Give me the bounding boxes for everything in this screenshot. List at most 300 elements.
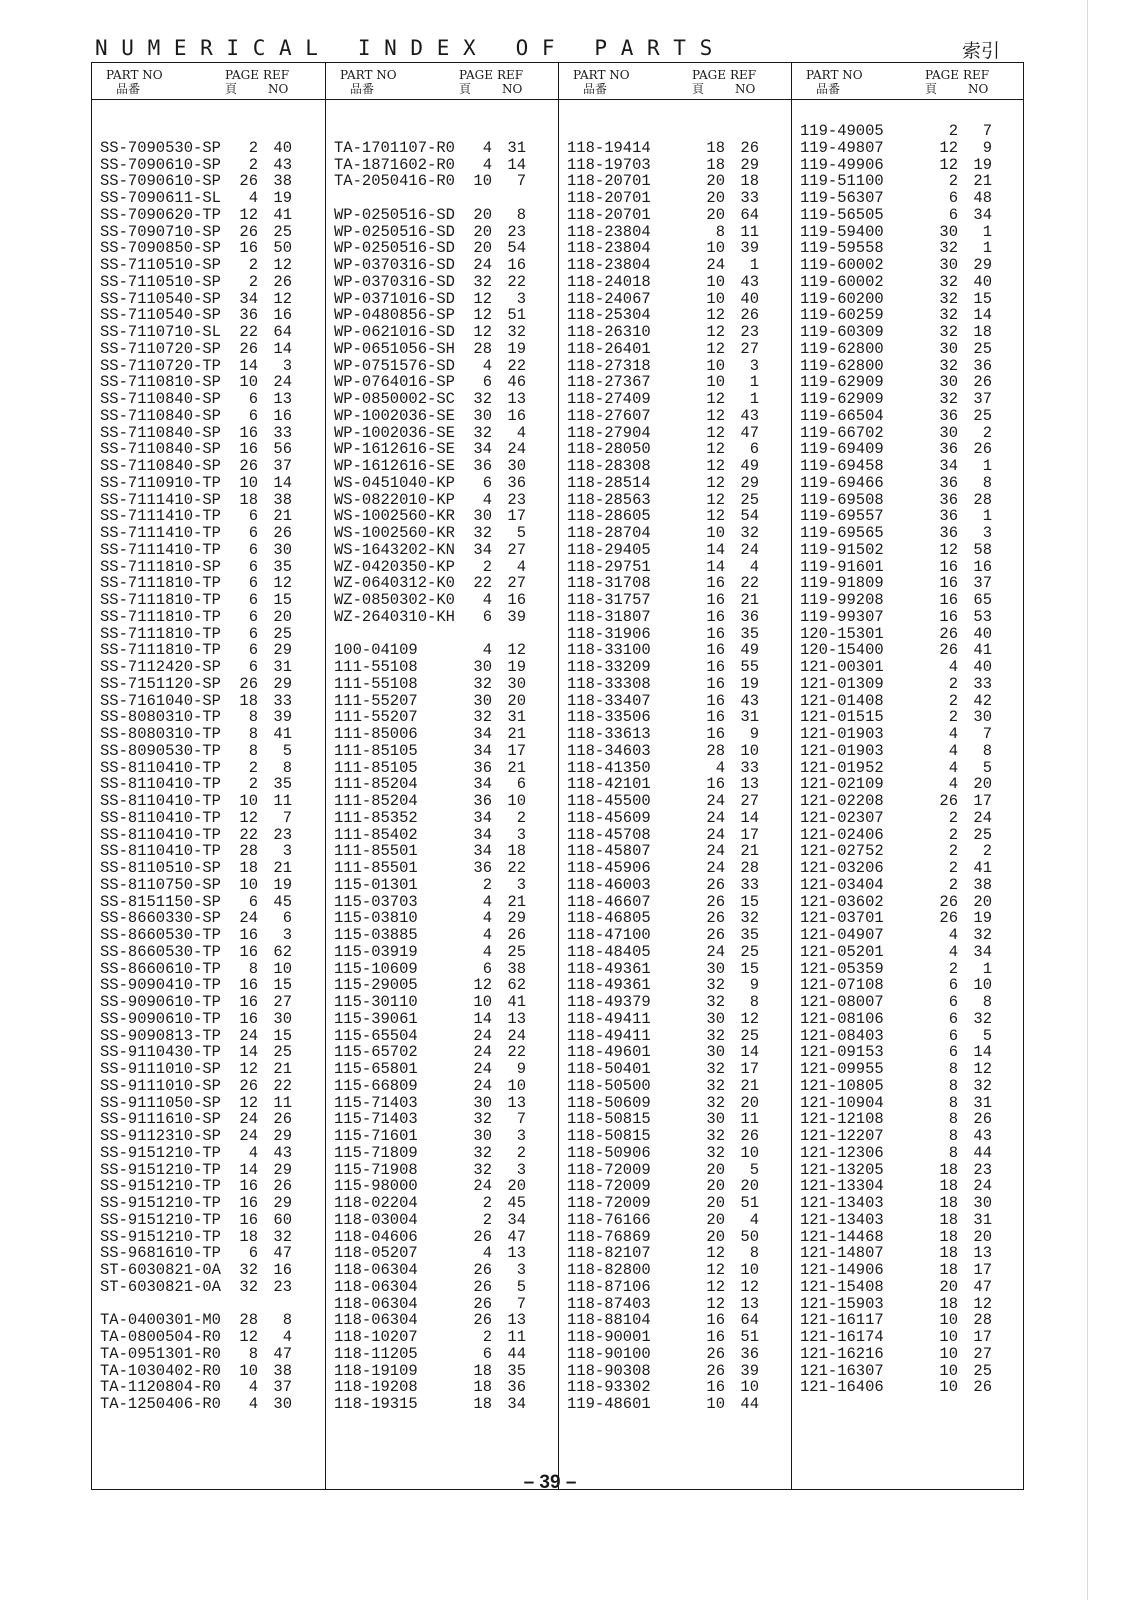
ref-number: 8 [749,1244,759,1263]
part-number: 118-33209 [567,658,651,676]
page-number-cell: 18 [239,490,258,509]
ref-number: 25 [973,1361,992,1380]
page-number-cell: 16 [939,591,958,609]
ref-number: 33 [273,423,292,442]
page-number-cell: 30 [706,1043,725,1062]
part-number: 118-06304 [334,1294,418,1313]
index-row [326,173,558,190]
page-number-cell: 12 [706,457,725,475]
ref-number: 37 [973,390,992,408]
index-row [792,257,1024,274]
index-row [559,1379,791,1396]
ref-number: 33 [740,758,759,777]
header-part-no-jp: 品番 [583,82,608,96]
page-number-cell: 4 [948,775,958,794]
page-number-cell: 18 [239,691,258,710]
ref-number: 1 [982,507,992,526]
part-number: 111-85204 [334,775,418,794]
ref-number: 10 [507,792,526,810]
index-row [92,1363,325,1380]
index-row [792,1363,1024,1380]
page-number-cell: 26 [706,1361,725,1380]
index-row [326,1312,558,1329]
index-row [326,927,558,944]
part-number: 118-33100 [567,641,651,660]
part-number: 118-49411 [567,1026,651,1045]
page-number-cell: 20 [706,1194,725,1212]
ref-number: 58 [973,540,992,559]
page-number-cell: 30 [473,406,492,425]
ref-number: 24 [740,540,759,559]
page-number-cell: 32 [706,1127,725,1145]
page-number-cell: 4 [248,1378,258,1397]
ref-number: 3 [982,524,992,542]
index-row [326,1044,558,1061]
ref-number: 34 [973,205,992,224]
ref-number: 54 [507,239,526,258]
index-row [326,760,558,777]
part-number: SS-9681610-TP [100,1244,221,1263]
index-row [792,609,1024,626]
index-row [92,877,325,894]
part-number: 115-71908 [334,1160,418,1179]
ref-number: 14 [973,1043,992,1062]
ref-number: 9 [749,725,759,743]
column-header [92,63,325,100]
header-page: PAGE [459,68,493,82]
part-number: WP-0370316-SD [334,256,455,274]
index-row [92,508,325,525]
ref-number: 15 [273,591,292,609]
index-row [559,358,791,375]
index-row [559,1329,791,1346]
ref-number: 30 [273,540,292,559]
header-part-no: PART NO [806,68,863,82]
page-number-cell: 10 [239,792,258,810]
index-row [559,1078,791,1095]
part-number: SS-7110840-SP [100,457,221,475]
ref-number: 38 [507,959,526,978]
index-row [792,441,1024,458]
part-number: 119-69466 [800,473,884,492]
page-number-cell: 18 [939,1194,958,1212]
index-row [792,693,1024,710]
ref-number: 10 [273,959,292,978]
index-row [326,827,558,844]
page-number-cell: 36 [473,859,492,877]
ref-number: 30 [973,708,992,727]
part-number: WS-1002560-KR [334,524,455,542]
part-number: 118-41350 [567,758,651,777]
page-number-cell: 20 [706,189,725,207]
page-number-cell: 26 [939,641,958,660]
ref-number: 24 [273,373,292,392]
index-row [559,676,791,693]
part-number: 118-49379 [567,993,651,1011]
index-row [559,810,791,827]
index-row [92,726,325,743]
part-number: SS-8110410-TP [100,825,221,844]
page-number-cell: 26 [939,909,958,928]
index-row [559,1312,791,1329]
page-number-cell: 10 [939,1311,958,1330]
index-row [326,1329,558,1346]
page-number-cell: 16 [706,1378,725,1397]
page-number-cell: 20 [939,1277,958,1296]
ref-number: 11 [273,792,292,810]
ref-number: 29 [273,641,292,660]
page-number-cell: 32 [473,423,492,442]
part-number: SS-7090710-SP [100,222,221,241]
index-row [792,843,1024,860]
index-row [92,843,325,860]
page-number-cell: 24 [706,859,725,877]
page-number-cell: 8 [948,1076,958,1095]
ref-number: 38 [273,490,292,509]
index-row [326,1061,558,1078]
header-page: PAGE [925,68,959,82]
part-number: SS-7110810-SP [100,373,221,392]
index-row [92,927,325,944]
page-number-cell: 26 [473,1261,492,1279]
part-number: SS-9090410-TP [100,976,221,995]
index-row [792,425,1024,442]
ref-number: 21 [273,507,292,526]
part-number: 118-72009 [567,1194,651,1212]
index-row [92,626,325,643]
part-number: 115-10609 [334,959,418,978]
page-number-cell: 4 [482,155,492,174]
index-row [559,1229,791,1246]
ref-number: 26 [973,1378,992,1397]
ref-number: 17 [973,1261,992,1279]
part-number: 119-59400 [800,222,884,241]
part-number: 118-19208 [334,1378,418,1397]
ref-number: 28 [973,490,992,509]
page-number-cell: 32 [706,1076,725,1095]
part-number: 115-71601 [334,1127,418,1145]
part-number: 118-31708 [567,574,651,593]
ref-number: 31 [973,1210,992,1229]
index-row [326,860,558,877]
ref-number: 29 [273,1194,292,1212]
part-number: WP-0764016-SP [334,373,455,392]
part-number: WP-0250516-SD [334,205,455,224]
part-number: 121-12108 [800,1110,884,1129]
page-number-cell: 34 [473,540,492,559]
part-number: SS-7111810-SP [100,557,221,576]
page-number-cell: 18 [473,1395,492,1413]
page-number-cell: 2 [948,875,958,894]
part-number: 118-28605 [567,507,651,526]
page-number-cell: 30 [473,1093,492,1112]
page-number-cell: 10 [706,289,725,308]
index-row [326,743,558,760]
page-number-cell: 20 [473,205,492,224]
page-number-cell: 26 [706,926,725,944]
ref-number: 31 [973,1093,992,1112]
ref-number: 41 [273,205,292,224]
index-row [92,190,325,207]
ref-number: 31 [273,658,292,676]
page-number-cell: 10 [239,875,258,894]
part-number: SS-9151210-TP [100,1227,221,1246]
page-number-cell: 14 [239,1160,258,1179]
ref-number: 26 [740,138,759,157]
part-number: SS-7110910-TP [100,473,221,492]
ref-number: 33 [273,691,292,710]
ref-number: 9 [749,976,759,995]
ref-number: 44 [973,1143,992,1162]
ref-number: 26 [507,926,526,944]
index-row [326,358,558,375]
page-number-cell: 12 [239,808,258,827]
index-row [92,961,325,978]
ref-number: 11 [273,1093,292,1112]
ref-number: 38 [973,875,992,894]
page-number-cell: 36 [939,440,958,459]
index-column-4 [791,63,1024,1489]
page-number-cell: 32 [473,1110,492,1129]
part-number: SS-7110720-TP [100,356,221,375]
ref-number: 50 [740,1227,759,1246]
part-number: 118-19109 [334,1361,418,1380]
page-number-cell: 16 [239,1177,258,1196]
part-number: 118-05207 [334,1244,418,1263]
part-number: 119-56307 [800,189,884,207]
page-number-cell: 34 [473,440,492,459]
index-row [326,1095,558,1112]
ref-number: 21 [273,1060,292,1078]
index-row [92,1245,325,1262]
ref-number: 23 [973,1160,992,1179]
part-number: WZ-0640312-K0 [334,574,455,593]
part-number: WS-0451040-KP [334,473,455,492]
ref-number: 40 [740,289,759,308]
part-number: SS-8110410-TP [100,842,221,861]
index-row [326,994,558,1011]
index-row [92,676,325,693]
part-number: 118-50906 [567,1143,651,1162]
part-number: 119-69508 [800,490,884,509]
ref-number: 47 [740,423,759,442]
ref-number: 1 [982,222,992,241]
part-number: 118-90001 [567,1328,651,1346]
page-number-cell: 2 [482,1194,492,1212]
ref-number: 13 [507,390,526,408]
page-number-cell: 16 [706,658,725,676]
index-row [559,910,791,927]
part-number: SS-7090620-TP [100,205,221,224]
ref-number: 43 [973,1127,992,1145]
index-row [559,1044,791,1061]
part-number: 118-19703 [567,155,651,174]
part-number: SS-7090610-SP [100,155,221,174]
ref-number: 43 [740,272,759,291]
ref-number: 31 [507,708,526,727]
index-row [326,961,558,978]
ref-number: 17 [740,1060,759,1078]
page-number-cell: 8 [948,1093,958,1112]
ref-number: 35 [740,926,759,944]
ref-number: 23 [507,222,526,241]
part-number: 115-03810 [334,909,418,928]
index-row [559,760,791,777]
index-row [92,1011,325,1028]
index-row [326,374,558,391]
page-number-cell: 18 [239,1227,258,1246]
ref-number: 12 [973,1294,992,1313]
page-number-cell: 32 [473,1143,492,1162]
ref-number: 12 [273,574,292,593]
ref-number: 47 [507,1227,526,1246]
ref-number: 31 [507,138,526,157]
header-ref-no: NO [968,82,989,96]
index-row [326,542,558,559]
index-row [559,1396,791,1413]
part-number: 118-26310 [567,323,651,341]
page-number-cell: 26 [239,222,258,241]
page-number-cell: 2 [482,1328,492,1346]
part-number: 118-27409 [567,390,651,408]
ref-number: 27 [740,792,759,810]
page-number-cell: 10 [939,1344,958,1363]
index-row [326,1128,558,1145]
ref-number: 20 [273,607,292,626]
page-number-cell: 32 [939,356,958,375]
index-row [92,324,325,341]
index-row [559,140,791,157]
part-number: 119-49807 [800,138,884,157]
page-number-cell: 12 [239,1060,258,1078]
part-number: SS-8660530-TP [100,942,221,961]
part-number: SS-7110840-SP [100,390,221,408]
ref-number: 1 [982,959,992,978]
ref-number: 8 [982,473,992,492]
part-number: SS-7110540-SP [100,289,221,308]
header-page-jp: 頁 [692,82,705,96]
ref-number: 64 [740,1311,759,1330]
page-number-cell: 2 [948,122,958,140]
index-row [92,1312,325,1329]
ref-number: 32 [740,524,759,542]
page-number-cell: 26 [939,892,958,911]
page-number-cell: 12 [706,423,725,442]
ref-number: 7 [982,122,992,140]
ref-number: 13 [740,1294,759,1313]
ref-number: 47 [973,1277,992,1296]
header-ref: REF [730,68,757,82]
ref-number: 33 [740,875,759,894]
ref-number: 12 [740,1009,759,1028]
index-row [92,709,325,726]
page-number-cell: 16 [706,674,725,693]
ref-number: 25 [273,624,292,643]
part-number: 118-47100 [567,926,651,944]
part-number: WP-1612616-SE [334,457,455,475]
page-number-cell: 14 [473,1009,492,1028]
header-part-no: PART NO [340,68,397,82]
index-row [792,1379,1024,1396]
ref-number: 41 [507,993,526,1011]
ref-number: 13 [273,390,292,408]
page-number-cell: 18 [706,155,725,174]
index-row [326,274,558,291]
page-number-cell: 24 [706,808,725,827]
part-number: 121-08007 [800,993,884,1011]
index-row [792,894,1024,911]
ref-number: 25 [973,339,992,358]
page-number-cell: 12 [706,323,725,341]
ref-number: 18 [740,172,759,191]
page-number-cell: 32 [473,708,492,727]
page-number-cell: 10 [239,373,258,392]
page-number-cell: 32 [706,976,725,995]
part-number: 118-11205 [334,1344,418,1363]
page-number-cell: 24 [473,1043,492,1062]
index-row [559,843,791,860]
part-number: 121-01309 [800,674,884,693]
ref-number: 18 [973,323,992,341]
part-number: 121-14807 [800,1244,884,1263]
index-row [792,743,1024,760]
part-number: 121-02109 [800,775,884,794]
page-number-cell: 8 [248,1344,258,1363]
index-row [792,1061,1024,1078]
column-header [326,63,558,100]
ref-number: 4 [516,423,526,442]
part-number: SS-8660530-TP [100,926,221,944]
page-number-cell: 16 [706,574,725,593]
part-number: SS-8110410-TP [100,792,221,810]
index-row [792,173,1024,190]
ref-number: 8 [982,993,992,1011]
ref-number: 40 [973,658,992,676]
ref-number: 27 [273,993,292,1011]
index-row [792,1195,1024,1212]
ref-number: 1 [749,256,759,274]
part-number: SS-8110410-TP [100,775,221,794]
index-row [559,508,791,525]
index-row [559,123,791,140]
column-rows [559,123,791,1413]
ref-number: 8 [749,993,759,1011]
page-number-cell: 16 [239,423,258,442]
page-number-cell: 16 [706,641,725,660]
index-row [326,843,558,860]
page-number-cell: 6 [482,1344,492,1363]
part-number: 121-01903 [800,725,884,743]
part-number: SS-7111810-TP [100,591,221,609]
ref-number: 7 [516,172,526,191]
page-number-cell: 16 [239,239,258,258]
index-row [792,324,1024,341]
index-row [559,743,791,760]
ref-number: 28 [973,1311,992,1330]
index-row [92,441,325,458]
part-number: SS-9151210-TP [100,1194,221,1212]
ref-number: 13 [507,1311,526,1330]
part-number: 111-55207 [334,708,418,727]
index-row [792,776,1024,793]
ref-number: 10 [507,1076,526,1095]
ref-number: 19 [507,658,526,676]
page-number-cell: 32 [706,993,725,1011]
ref-number: 33 [973,674,992,693]
page-number-cell: 12 [706,1294,725,1313]
index-row [559,626,791,643]
index-row [559,291,791,308]
